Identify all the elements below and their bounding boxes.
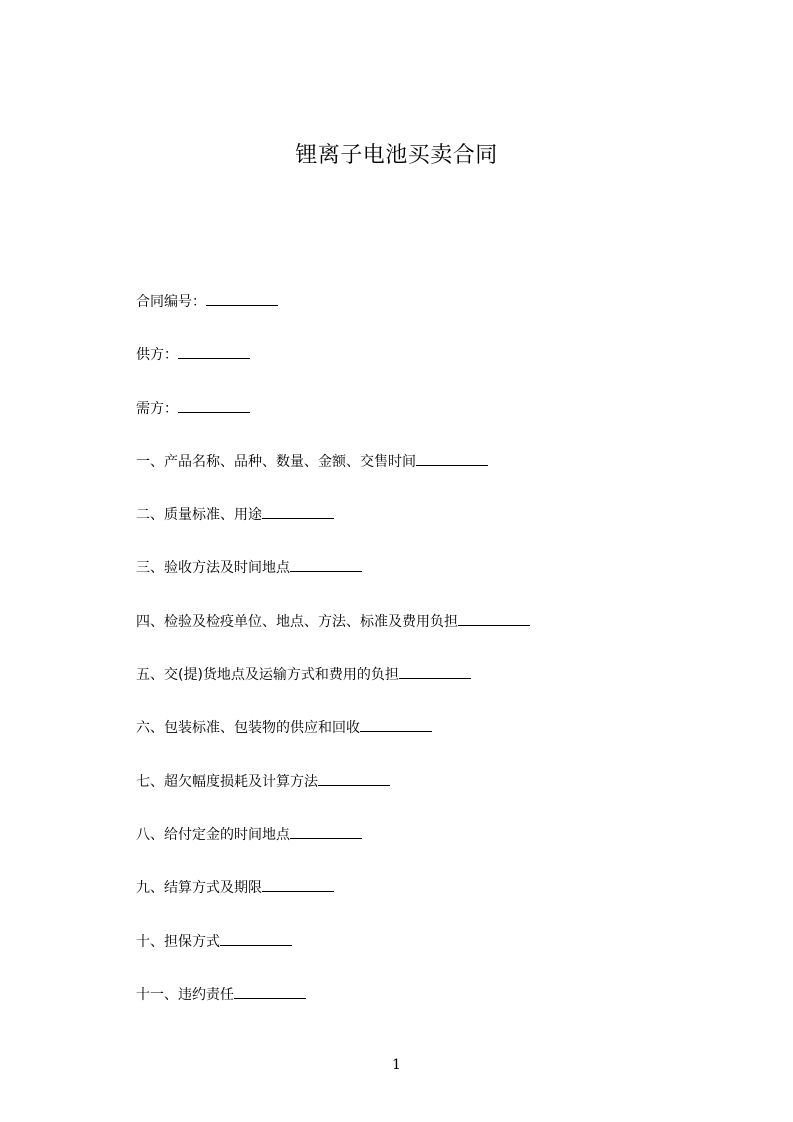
- clause-label: 四、检验及检疫单位、地点、方法、标准及费用负担: [136, 613, 458, 630]
- contract-clauses: [136, 288, 756, 1034]
- page-number: 1: [392, 1057, 401, 1073]
- clause-line: [136, 928, 756, 981]
- clause-label: 二、质量标准、用途: [136, 507, 262, 524]
- fill-in-blank: [220, 928, 292, 946]
- clause-line: [136, 821, 756, 874]
- fill-in-blank: [399, 661, 471, 679]
- page-title: 锂离子电池买卖合同: [295, 143, 498, 168]
- fill-in-blank: [262, 501, 334, 519]
- fill-in-blank: [458, 608, 530, 626]
- fill-in-blank: [206, 288, 278, 306]
- clause-label: 六、包装标准、包装物的供应和回收: [136, 720, 360, 737]
- supplier-line: [136, 341, 756, 394]
- fill-in-blank: [178, 341, 250, 359]
- clause-line: [136, 554, 756, 607]
- clause-label: 十一、违约责任: [136, 986, 234, 1003]
- fill-in-blank: [178, 395, 250, 413]
- clause-line: [136, 981, 756, 1034]
- line-label: 合同编号：: [136, 294, 206, 310]
- buyer-line: [136, 395, 756, 448]
- clause-line: [136, 448, 756, 501]
- clause-line: [136, 501, 756, 554]
- clause-label: 五、交(提)货地点及运输方式和费用的负担: [136, 667, 399, 684]
- clause-label: 十、担保方式: [136, 933, 220, 950]
- clause-line: [136, 714, 756, 767]
- fill-in-blank: [234, 981, 306, 999]
- fill-in-blank: [416, 448, 488, 466]
- fill-in-blank: [318, 768, 390, 786]
- fill-in-blank: [290, 554, 362, 572]
- contract-number-line: [136, 288, 756, 341]
- line-label: 供方：: [136, 347, 178, 364]
- clause-line: [136, 874, 756, 927]
- clause-line: [136, 661, 756, 714]
- clause-line: [136, 768, 756, 821]
- clause-label: 八、给付定金的时间地点: [136, 826, 290, 843]
- fill-in-blank: [360, 714, 432, 732]
- clause-label: 九、结算方式及期限: [136, 880, 262, 897]
- clause-line: [136, 608, 756, 661]
- fill-in-blank: [262, 874, 334, 892]
- line-label: 需方：: [136, 400, 178, 417]
- fill-in-blank: [290, 821, 362, 839]
- clause-label: 三、验收方法及时间地点: [136, 560, 290, 577]
- clause-label: 七、超欠幅度损耗及计算方法: [136, 773, 318, 790]
- clause-label: 一、产品名称、品种、数量、金额、交售时间: [136, 453, 416, 470]
